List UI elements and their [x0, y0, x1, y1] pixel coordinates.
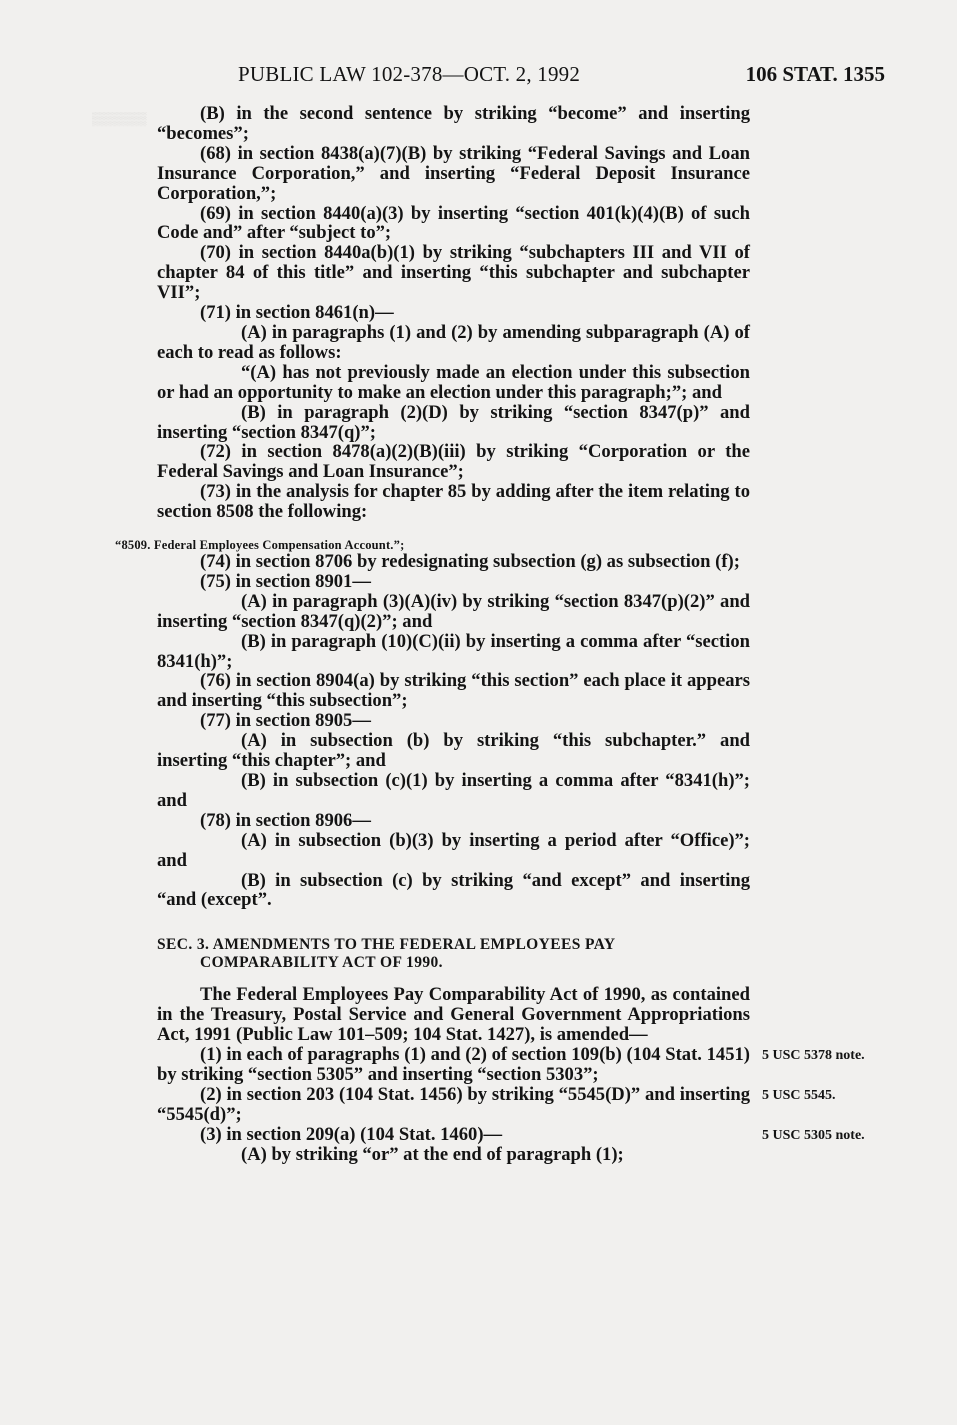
- paragraph: (76) in section 8904(a) by striking “this section” each place it appears and inserting “this subsection”;: [157, 670, 750, 712]
- paragraph: (72) in section 8478(a)(2)(B)(iii) by striking “Corporation or the Federal Savings and Loan Insurance”;: [157, 441, 750, 483]
- paragraph: (B) in paragraph (10)(C)(ii) by inserting a comma after “section 8341(h)”;: [157, 630, 750, 672]
- paragraph: (77) in section 8905—: [200, 710, 371, 732]
- paragraph: (B) in subsection (c) by striking “and except” and inserting “and (except”.: [157, 869, 750, 911]
- paragraph: (1) in each of paragraphs (1) and (2) of section 109(b) (104 Stat. 1451) by striking “section 5305” and inserting “section 5303”;: [157, 1044, 750, 1085]
- paragraph: (B) in the second sentence by striking “become” and inserting “becomes”;: [157, 103, 750, 144]
- paragraph: (73) in the analysis for chapter 85 by adding after the item relating to section 8508 the following:: [157, 481, 750, 523]
- page-folio: 106 STAT. 1355: [745, 62, 885, 86]
- page-header: [0, 58, 957, 88]
- show-through-texture: ▒▒▒▒▒▒▒: [92, 112, 147, 127]
- paragraph: (74) in section 8706 by redesignating subsection (g) as subsection (f);: [200, 551, 740, 573]
- paragraph: The Federal Employees Pay Comparability Act of 1990, as contained in the Treasury, Postal Service and General Government Appropriations Act, 1991 (Public Law 101–509; 104 Stat. 1427), is amended—: [157, 984, 750, 1046]
- paragraph: (A) in paragraphs (1) and (2) by amending subparagraph (A) of each to read as follows:: [157, 321, 750, 363]
- paragraph: (B) in paragraph (2)(D) by striking “section 8347(p)” and inserting “section 8347(q)”;: [157, 401, 750, 443]
- paragraph: (78) in section 8906—: [200, 809, 371, 831]
- paragraph: (B) in subsection (c)(1) by inserting a comma after “8341(h)”; and: [157, 770, 750, 811]
- paragraph: (75) in section 8901—: [200, 570, 371, 592]
- paragraph: (71) in section 8461(n)—: [200, 302, 394, 324]
- paragraph: (A) in paragraph (3)(A)(iv) by striking “section 8347(p)(2)” and inserting “section 8347(q)(2)”; and: [157, 590, 750, 632]
- paragraph: (3) in section 209(a) (104 Stat. 1460)—: [200, 1123, 503, 1145]
- section-heading: SEC. 3. AMENDMENTS TO THE FEDERAL EMPLOYEES PAY COMPARABILITY ACT OF 1990.: [157, 936, 615, 972]
- paragraph: (A) in subsection (b) by striking “this subchapter.” and inserting “this chapter”; and: [157, 730, 750, 772]
- paragraph: (70) in section 8440a(b)(1) by striking “subchapters III and VII of chapter 84 of this title” and inserting “this subchapter and subchapter VII”;: [157, 242, 750, 304]
- margin-note: 5 USC 5545.: [762, 1087, 836, 1103]
- paragraph: (A) in subsection (b)(3) by inserting a period after “Office)”; and: [157, 829, 750, 871]
- statute-text: [115, 103, 750, 1165]
- paragraph: (A) by striking “or” at the end of paragraph (1);: [241, 1143, 624, 1165]
- paragraph: (68) in section 8438(a)(7)(B) by striking “Federal Savings and Loan Insurance Corporation,” and inserting “Federal Deposit Insurance Corporation,”;: [157, 142, 750, 204]
- margin-note: 5 USC 5378 note.: [762, 1048, 865, 1064]
- running-head: PUBLIC LAW 102-378—OCT. 2, 1992: [238, 62, 581, 86]
- quoted-paragraph: “(A) has not previously made an election under this subsection or had an opportunity to make an election under this paragraph;”; and: [157, 361, 750, 403]
- paragraph: (69) in section 8440(a)(3) by inserting “section 401(k)(4)(B) of such Code and” after “subject to”;: [157, 202, 750, 244]
- margin-note: 5 USC 5305 note.: [762, 1127, 865, 1143]
- table-of-contents-entry: “8509. Federal Employees Compensation Account.”;: [115, 538, 405, 553]
- paragraph: (2) in section 203 (104 Stat. 1456) by striking “5545(D)” and inserting “5545(d)”;: [157, 1083, 750, 1125]
